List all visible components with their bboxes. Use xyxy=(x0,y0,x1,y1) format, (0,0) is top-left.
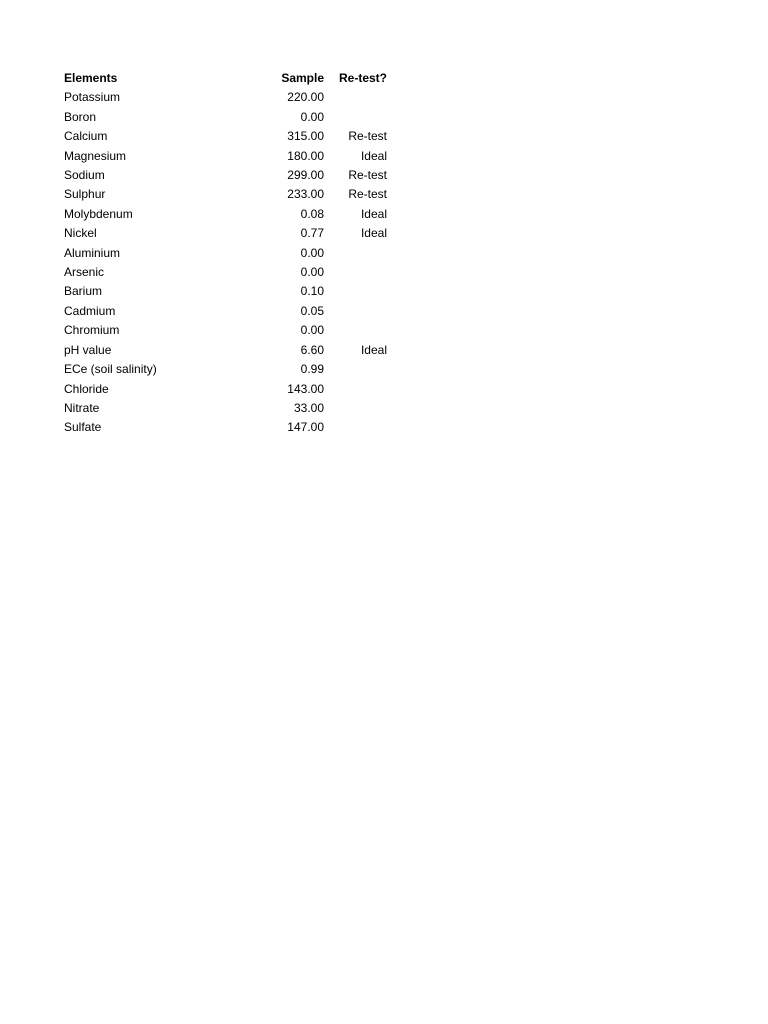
sample-value-cell: 220.00 xyxy=(287,90,324,105)
retest-status-cell xyxy=(324,282,387,301)
retest-status-cell xyxy=(324,108,387,127)
sample-value-cell: 299.00 xyxy=(287,168,324,183)
table-row xyxy=(64,147,387,166)
sample-value-cell: 0.10 xyxy=(300,284,324,299)
header-row xyxy=(64,69,387,88)
retest-status-cell: Ideal xyxy=(360,148,387,163)
retest-status-cell xyxy=(324,321,387,340)
element-name-cell: Aluminium xyxy=(64,245,121,260)
table-body xyxy=(64,88,387,437)
sample-value-cell: 0.00 xyxy=(300,265,324,280)
retest-status-cell: Re-test xyxy=(348,129,387,144)
table-row xyxy=(64,282,387,301)
element-name-cell: ECe (soil salinity) xyxy=(64,362,157,377)
table-row xyxy=(64,127,387,146)
table-row xyxy=(64,399,387,418)
element-name-cell: Sodium xyxy=(64,168,105,183)
sample-value-cell: 315.00 xyxy=(287,129,324,144)
table-row xyxy=(64,263,387,282)
retest-status-cell xyxy=(324,302,387,321)
retest-status-cell xyxy=(324,380,387,399)
element-name-cell: Boron xyxy=(64,109,97,124)
element-name-cell: Magnesium xyxy=(64,148,127,163)
element-name-cell: pH value xyxy=(64,342,112,357)
element-name-cell: Calcium xyxy=(64,129,108,144)
element-name-cell: Barium xyxy=(64,284,103,299)
table-row xyxy=(64,341,387,360)
retest-status-cell: Re-test xyxy=(348,187,387,202)
sample-value-cell: 143.00 xyxy=(287,381,324,396)
sample-value-cell: 0.00 xyxy=(300,323,324,338)
sample-value-cell: 0.99 xyxy=(300,362,324,377)
header-retest: Re-test? xyxy=(338,71,387,85)
spreadsheet-page xyxy=(64,69,387,438)
element-name-cell: Molybdenum xyxy=(64,206,133,221)
sample-value-cell: 6.60 xyxy=(300,342,324,357)
table-row xyxy=(64,244,387,263)
elements-table xyxy=(64,69,387,438)
table-row xyxy=(64,321,387,340)
table-row xyxy=(64,205,387,224)
retest-status-cell: Ideal xyxy=(360,342,387,357)
table-row xyxy=(64,302,387,321)
sample-value-cell: 33.00 xyxy=(293,400,324,415)
sample-value-cell: 233.00 xyxy=(287,187,324,202)
table-row xyxy=(64,88,387,107)
element-name-cell: Nickel xyxy=(64,226,97,241)
element-name-cell: Sulfate xyxy=(64,420,102,435)
table-row xyxy=(64,108,387,127)
element-name-cell: Nitrate xyxy=(64,400,100,415)
sample-value-cell: 180.00 xyxy=(287,148,324,163)
retest-status-cell: Re-test xyxy=(348,168,387,183)
element-name-cell: Chromium xyxy=(64,323,120,338)
element-name-cell: Chloride xyxy=(64,381,109,396)
element-name-cell: Sulphur xyxy=(64,187,106,202)
sample-value-cell: 0.05 xyxy=(300,303,324,318)
table-row xyxy=(64,166,387,185)
header-sample: Sample xyxy=(281,71,324,85)
retest-status-cell xyxy=(324,244,387,263)
element-name-cell: Cadmium xyxy=(64,303,116,318)
table-row xyxy=(64,360,387,379)
retest-status-cell xyxy=(324,399,387,418)
table-row xyxy=(64,224,387,243)
sample-value-cell: 0.00 xyxy=(300,245,324,260)
retest-status-cell xyxy=(324,263,387,282)
table-row xyxy=(64,380,387,399)
sample-value-cell: 147.00 xyxy=(287,420,324,435)
element-name-cell: Potassium xyxy=(64,90,121,105)
table-row xyxy=(64,418,387,437)
retest-status-cell: Ideal xyxy=(360,206,387,221)
sample-value-cell: 0.00 xyxy=(300,109,324,124)
sample-value-cell: 0.77 xyxy=(300,226,324,241)
table-row xyxy=(64,185,387,204)
retest-status-cell: Ideal xyxy=(360,226,387,241)
element-name-cell: Arsenic xyxy=(64,265,105,280)
retest-status-cell xyxy=(324,360,387,379)
retest-status-cell xyxy=(324,418,387,437)
sample-value-cell: 0.08 xyxy=(300,206,324,221)
retest-status-cell xyxy=(324,88,387,107)
header-elements: Elements xyxy=(64,71,118,85)
